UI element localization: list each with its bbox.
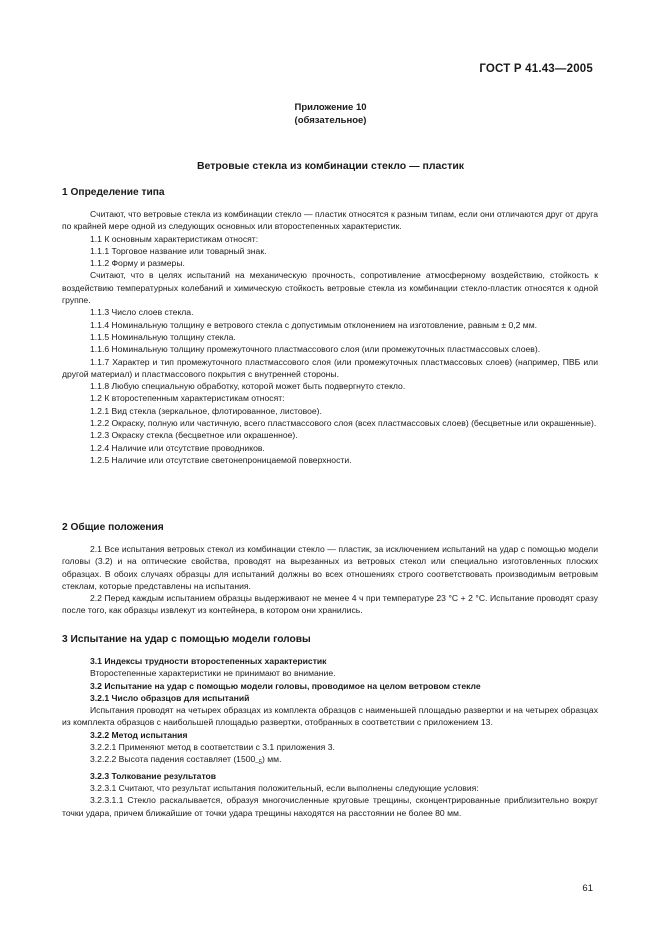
paragraph: 1.2.4 Наличие или отсутствие проводников. (90, 442, 265, 453)
paragraph: 1.1.3 Число слоев стекла. (90, 307, 194, 318)
paragraph: Испытания проводят на четырех образцах из комплекта образцов с наименьшей площадью развертки и на четырех образцах из комплекта образцов с наибольшей площадью развертки, отобранных в соответствии с приложением 13. (62, 705, 598, 728)
subsection-title: 3.1 Индексы трудности второстепенных характеристик (90, 656, 327, 666)
paragraph: 3.2.3.1 Считают, что результат испытания положительный, если выполнены следующие условия: (90, 782, 479, 793)
section-2 (62, 521, 598, 617)
subsection-title: 3.2.3 Толкование результатов (90, 770, 217, 781)
appendix-title: Ветровые стекла из комбинации стекло — пластик (196, 160, 465, 172)
subsection-title: 3.2.1 Число образцов для испытаний (90, 692, 250, 703)
paragraph: 1.1.7 Характер и тип промежуточного пластмассового слоя (или промежуточных пластмассовых слоев) (например, ПВБ или другой материал) и пластмассового покрытия с внутренней стороны. (62, 356, 598, 379)
document-code: ГОСТ Р 41.43—2005 (479, 63, 593, 75)
paragraph: 1.1 К основным характеристикам относят: (90, 233, 259, 244)
paragraph: 1.2.2 Окраску, полную или частичную, всего пластмассового слоя (всех пластмассовых слоев) (бесцветные или окрашенные). (90, 418, 597, 429)
tolerance-subscript: –5 (255, 760, 262, 767)
paragraph: 1.1.1 Торговое название или товарный знак. (90, 245, 267, 256)
paragraph: 1.1.2 Форму и размеры. (90, 258, 185, 269)
paragraph: 1.2.5 Наличие или отсутствие светонепроницаемой поверхности. (90, 454, 352, 465)
text-run: ) мм. (262, 754, 282, 765)
text-run: 3.2.2.2 Высота падения составляет (1500 (90, 754, 256, 765)
paragraph: 1.1.8 Любую специальную обработку, которой может быть подвергнуто стекло. (90, 381, 406, 392)
appendix-status: (обязательное) (294, 115, 367, 126)
paragraph: 2.2 Перед каждым испытанием образцы выдерживают не менее 4 ч при температуре 23 °С + 2 °С. Испытание проводят сразу после того, как образцы извлекут из контейнера, в котором они хранились. (62, 593, 598, 616)
paragraph: 1.1.6 Номинальную толщину промежуточного пластмассового слоя (или промежуточных пластмассовых слоев). (90, 344, 541, 355)
section-1 (62, 186, 598, 466)
paragraph: 1.2.3 Окраску стекла (бесцветное или окрашенное). (90, 430, 298, 441)
paragraph: Считают, что ветровые стекла из комбинации стекло — пластик относятся к разным типам, если они отличаются друг от друга по крайней мере одной из следующих основных или второстепенных характеристик. (62, 209, 598, 232)
paragraph (62, 753, 598, 769)
section-3 (62, 633, 598, 819)
paragraph: 3.2.2.1 Применяют метод в соответствии с 3.1 приложения 3. (90, 742, 335, 753)
appendix-number: Приложение 10 (294, 102, 367, 113)
paragraph: 3.2.3.1.1 Стекло раскалывается, образуя многочисленные круговые трещины, сконцентрированные приблизительно вокруг точки удара, причем ближайшие от точки удара трещины находятся на расстоянии не более 80 мм. (62, 795, 598, 818)
section-heading: 3 Испытание на удар с помощью модели головы (62, 634, 311, 645)
section-heading: 1 Определение типа (62, 187, 165, 198)
subsection-title: 3.2 Испытание на удар с помощью модели головы, проводимое на целом ветровом стекле (90, 680, 481, 691)
subsection-title: 3.2.2 Метод испытания (90, 729, 188, 740)
paragraph: Второстепенные характеристики не принимают во внимание. (90, 668, 336, 679)
paragraph: 2.1 Все испытания ветровых стекол из комбинации стекло — пластик, за исключением испытаний на удар с помощью модели головы (3.2) и на оптические свойства, проводят на вырезанных из ветровых стекол или специально изготовленных плоских образцах. В обоих случаях образцы для испытаний должны во всех отношениях строго соответствовать производимым ветровым стеклам, которые представлены на испытания. (62, 544, 598, 591)
paragraph: 1.1.5 Номинальную толщину стекла. (90, 331, 236, 342)
paragraph: 1.2 К второстепенным характеристикам относят: (90, 393, 285, 404)
page-number: 61 (582, 883, 593, 894)
paragraph: 1.1.4 Номинальную толщину е ветрового стекла с допустимым отклонением на изготовление, равным ± 0,2 мм. (90, 319, 537, 330)
paragraph: Считают, что в целях испытаний на механическую прочность, сопротивление атмосферному воздействию, стойкость к воздействию температурных колебаний и химическую стойкость ветровые стекла из комбинации стекло-пластик относятся к одной группе. (62, 270, 598, 306)
section-heading: 2 Общие положения (62, 522, 164, 533)
appendix-label (0, 101, 661, 127)
paragraph: 1.2.1 Вид стекла (зеркальное, флотированное, листовое). (90, 405, 322, 416)
